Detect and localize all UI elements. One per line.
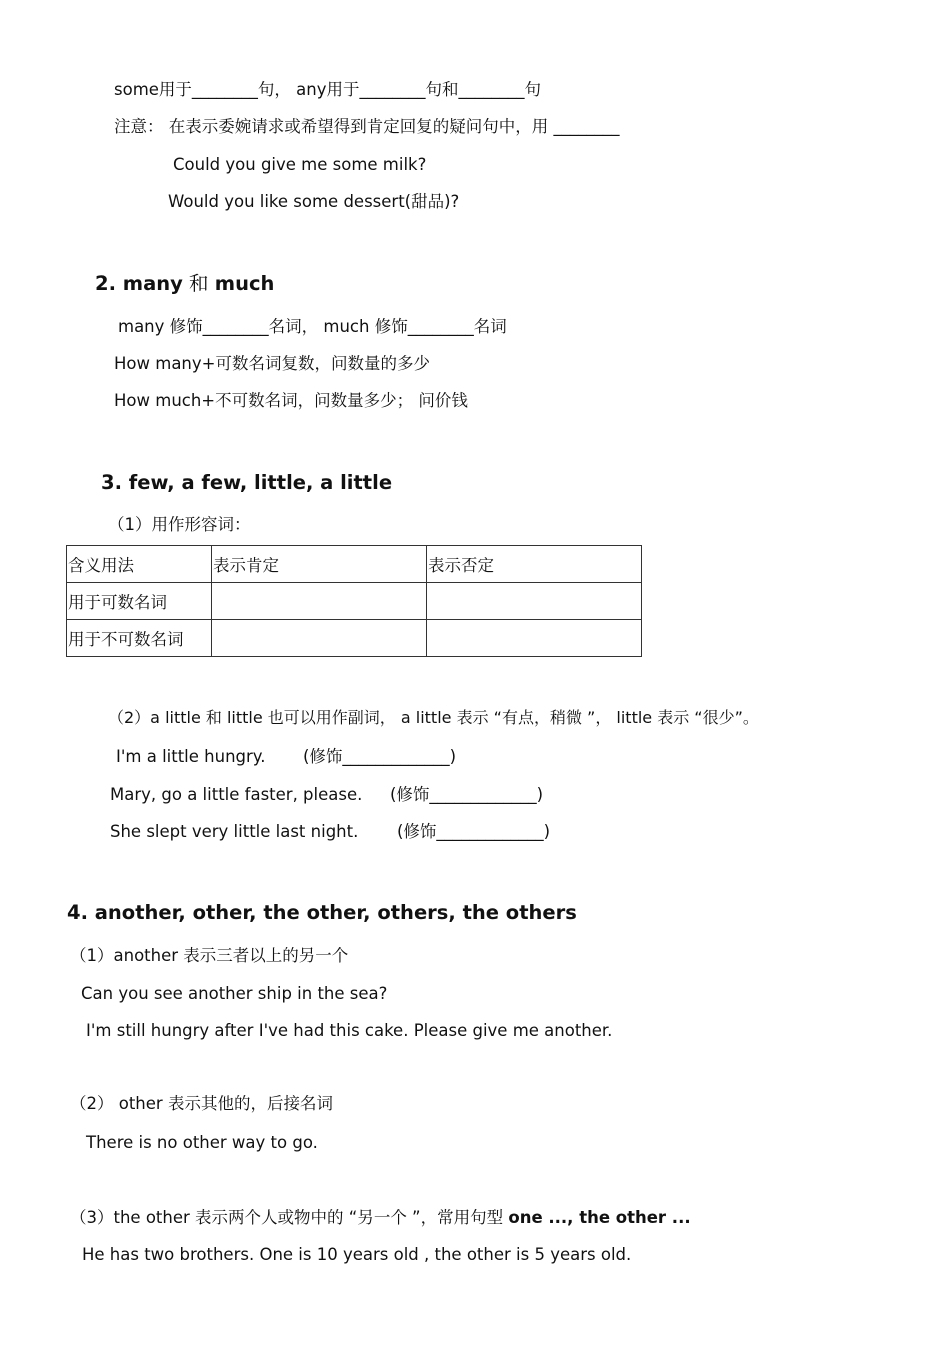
example-sentence: Would you like some dessert(甜品)? — [168, 192, 460, 211]
example-sentence: Can you see another ship in the sea? — [81, 984, 388, 1003]
how-much-line: How much+不可数名词，问数量多少； 问价钱 — [114, 391, 468, 410]
section-heading-few-little: 3. few, a few, little, a little — [101, 471, 393, 494]
subsection-title: （1）用作形容词： — [108, 515, 251, 534]
example-sentence: I'm still hungry after I've had this cake. Please give me another. — [86, 1021, 613, 1040]
example-sentence: There is no other way to go. — [86, 1133, 318, 1152]
section-heading-another-other: 4. another, other, the other, others, the others — [67, 901, 577, 924]
table-header-cell: 含义用法 — [67, 546, 212, 583]
table-cell — [212, 583, 427, 620]
example-sentence: He has two brothers. One is 10 years old , the other is 5 years old. — [82, 1245, 632, 1264]
subsection-title: （2） other 表示其他的，后接名词 — [70, 1094, 333, 1113]
many-much-usage-line: many 修饰________名词， much 修饰________名词 — [118, 317, 507, 336]
some-any-usage-line: some用于________句， any用于________句和________句 — [114, 80, 541, 99]
fill-blank: (修饰_____________) — [390, 785, 544, 804]
note-line: 注意： 在表示委婉请求或希望得到肯定回复的疑问句中，用 ________ — [114, 117, 620, 136]
section-heading-many-much — [95, 272, 274, 296]
table-row — [67, 583, 642, 620]
table-row — [67, 620, 642, 657]
table-row — [67, 546, 642, 583]
usage-table — [66, 545, 642, 657]
table-cell — [427, 620, 642, 657]
table-cell — [427, 583, 642, 620]
table-cell: 用于可数名词 — [67, 583, 212, 620]
example-sentence: I'm a little hungry. — [116, 747, 266, 766]
fill-blank: (修饰_____________) — [397, 822, 551, 841]
sentence-pattern: one ..., the other ... — [508, 1208, 691, 1227]
heading-part: 和 — [182, 272, 215, 295]
subsection-title — [70, 1208, 691, 1228]
heading-part: much — [214, 272, 275, 295]
fill-blank: (修饰_____________) — [303, 747, 457, 766]
how-many-line: How many+可数名词复数，问数量的多少 — [114, 354, 430, 373]
table-cell — [212, 620, 427, 657]
example-sentence: Could you give me some milk? — [173, 155, 427, 174]
table-header-cell: 表示否定 — [427, 546, 642, 583]
table-header-cell: 表示肯定 — [212, 546, 427, 583]
subsection-title: （2）a little 和 little 也可以用作副词， a little 表示 “有点，稍微 ”， little 表示 “很少”。 — [108, 708, 759, 727]
heading-part: 2. many — [95, 272, 183, 295]
example-sentence: She slept very little last night. — [110, 822, 359, 841]
subsection-text: （3）the other 表示两个人或物中的 “另一个 ”，常用句型 — [70, 1208, 509, 1227]
subsection-title: （1）another 表示三者以上的另一个 — [70, 946, 349, 965]
example-sentence: Mary, go a little faster, please. — [110, 785, 363, 804]
table-cell: 用于不可数名词 — [67, 620, 212, 657]
